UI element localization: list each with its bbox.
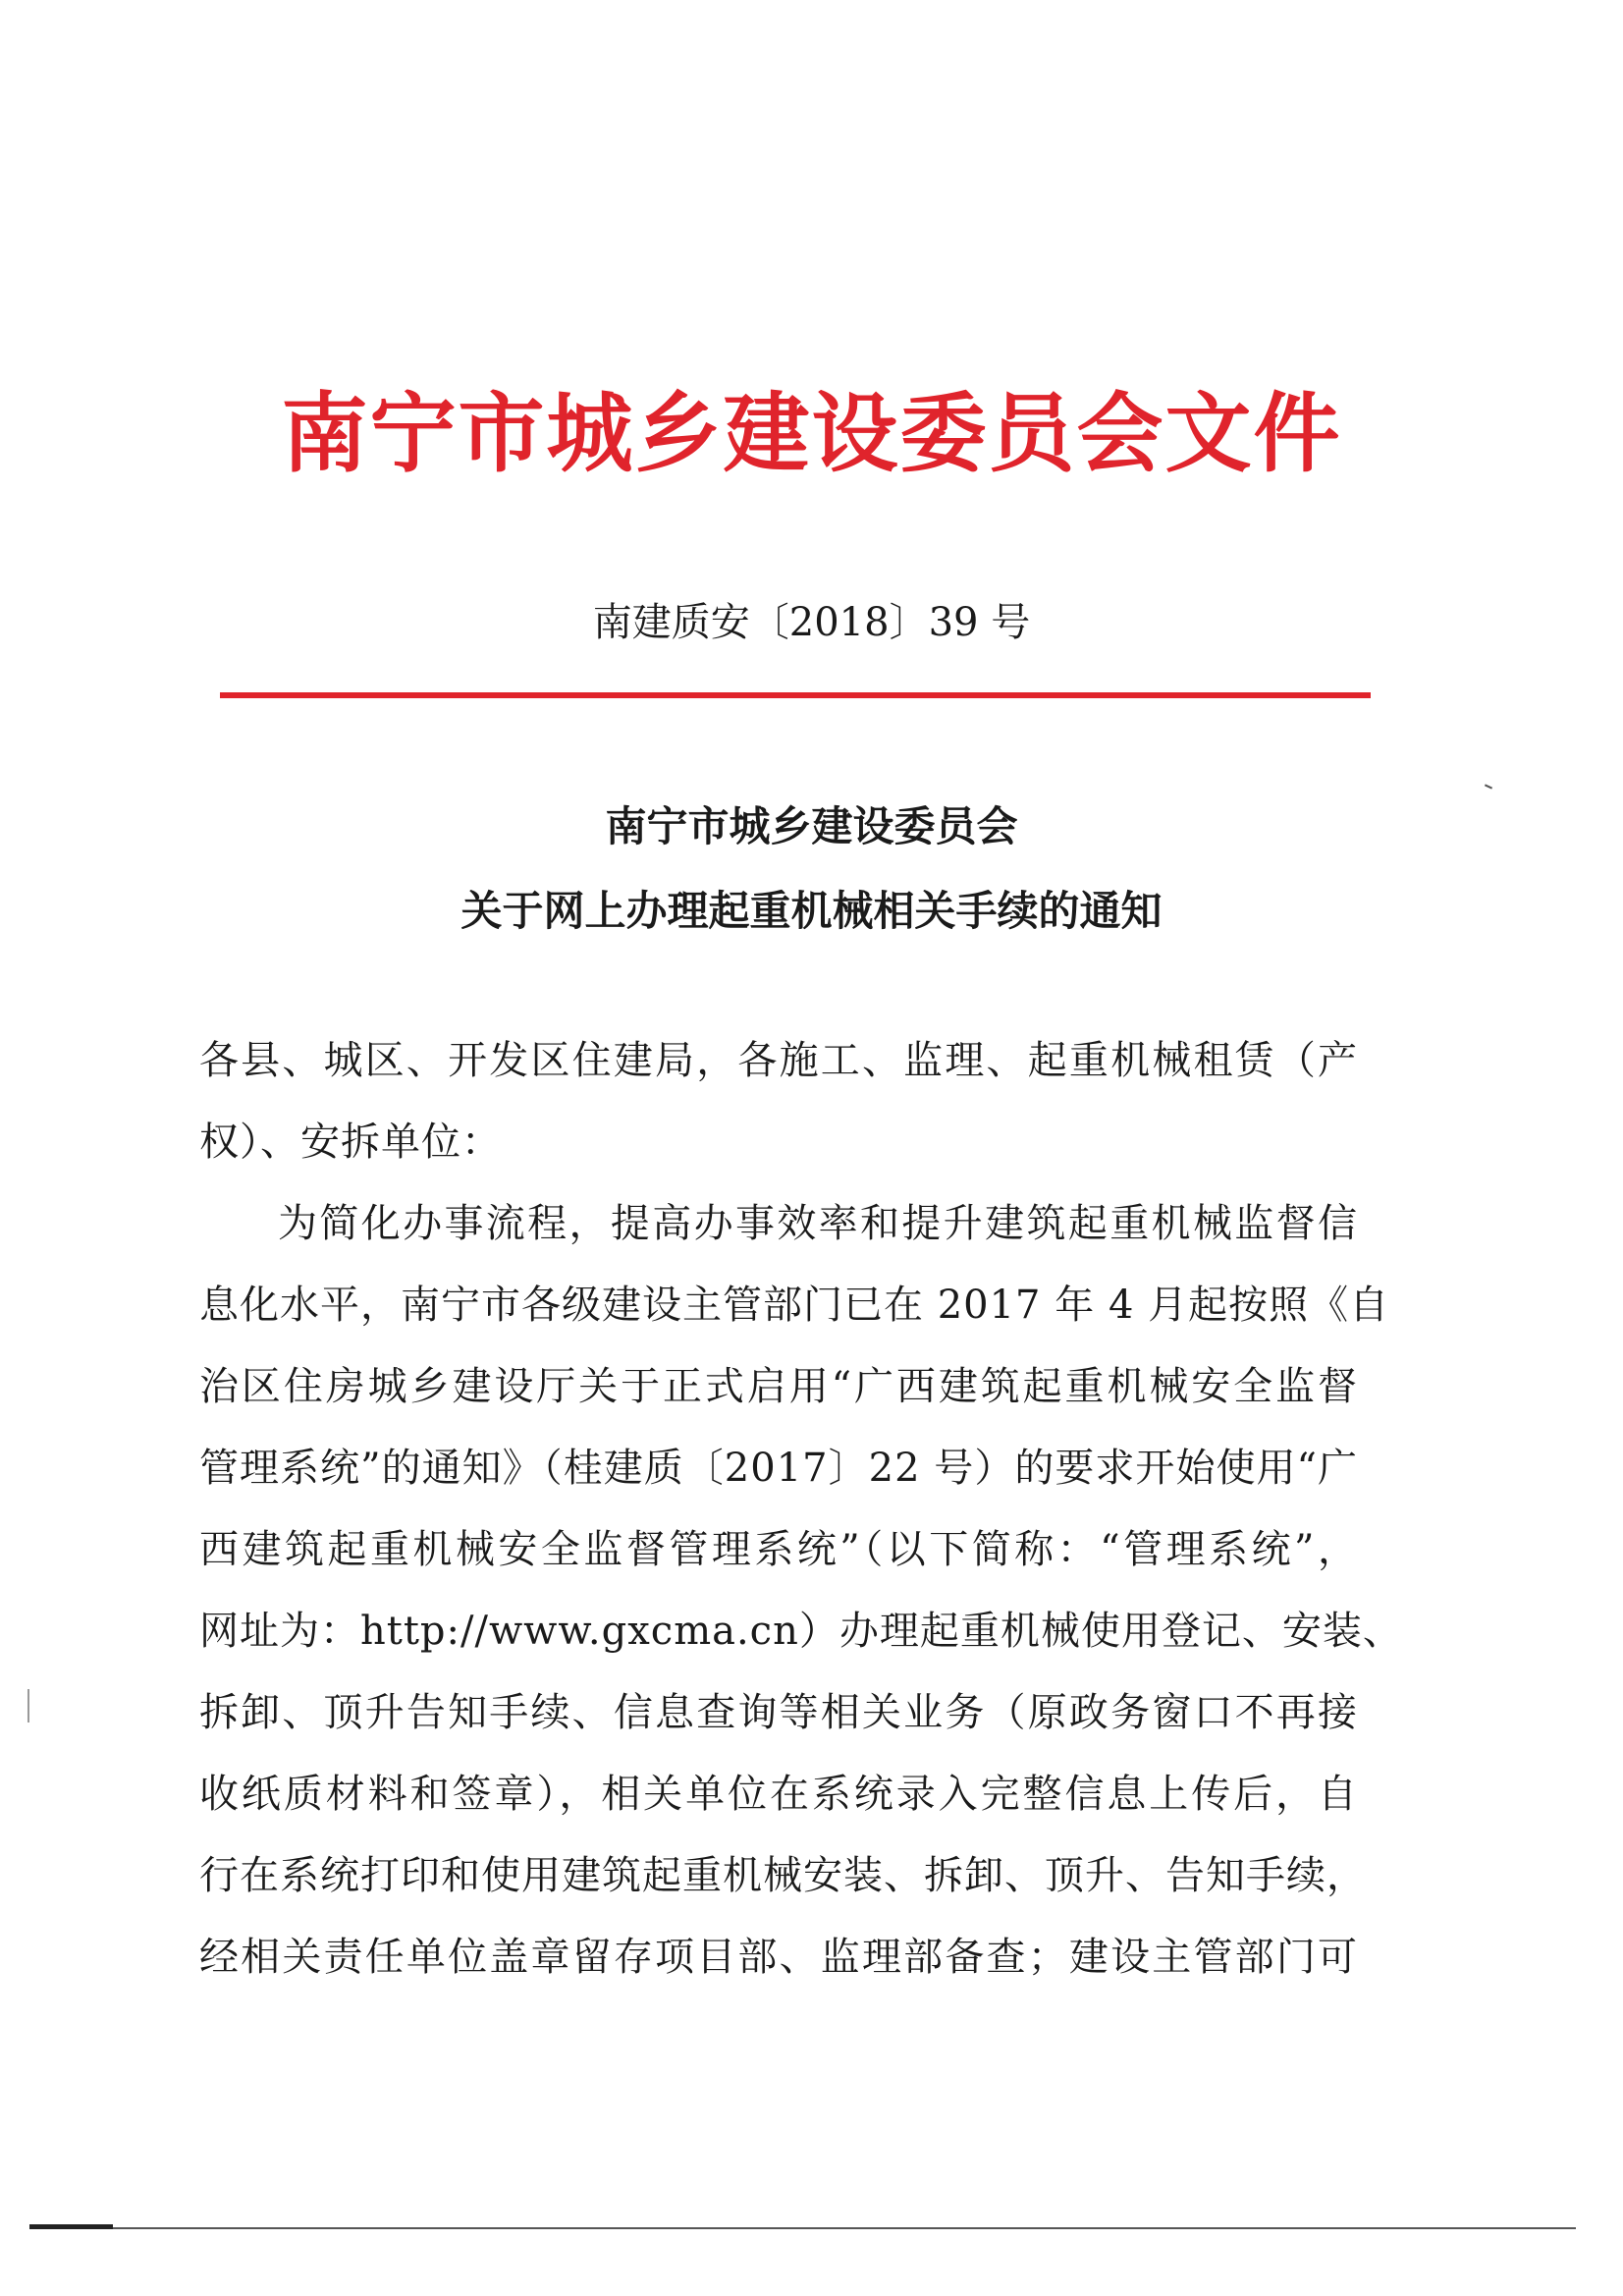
body-line-4: 息化水平，南宁市各级建设主管部门已在 2017 年 4 月起按照《自 — [199, 1283, 1390, 1328]
red-divider-line — [220, 692, 1371, 698]
notice-title-line-2: 关于网上办理起重机械相关手续的通知 — [460, 887, 1163, 935]
body-line-3: 为简化办事流程，提高办事效率和提升建筑起重机械监督信 — [278, 1201, 1358, 1246]
body-line-5: 治区住房城乡建设厅关于正式启用“广西建筑起重机械安全监督 — [199, 1364, 1358, 1409]
body-line-12: 经相关责任单位盖章留存项目部、监理部备查；建设主管部门可 — [199, 1935, 1358, 1980]
scan-artifact-mark — [1485, 784, 1492, 789]
body-line-2: 权）、安拆单位： — [199, 1120, 502, 1165]
body-line-1: 各县、城区、开发区住建局，各施工、监理、起重机械租赁（产 — [199, 1038, 1358, 1083]
body-line-7: 西建筑起重机械安全监督管理系统”（以下简称：“管理系统”， — [199, 1527, 1358, 1572]
body-line-8: 网址为：http://www.gxcma.cn）办理起重机械使用登记、安装、 — [199, 1609, 1403, 1654]
body-line-9: 拆卸、顶升告知手续、信息查询等相关业务（原政务窗口不再接 — [199, 1690, 1358, 1735]
body-line-11: 行在系统打印和使用建筑起重机械安装、拆卸、顶升、告知手续， — [199, 1853, 1367, 1898]
page-bottom-rule — [113, 2227, 1576, 2229]
notice-title-line-1: 南宁市城乡建设委员会 — [605, 802, 1018, 850]
document-masthead: 南宁市城乡建设委员会文件 — [281, 383, 1342, 484]
scan-edge-mark — [29, 2224, 113, 2229]
document-number: 南建质安〔2018〕39 号 — [592, 600, 1031, 645]
scan-artifact-tick — [27, 1689, 29, 1722]
body-line-6: 管理系统”的通知》（桂建质〔2017〕22 号）的要求开始使用“广 — [199, 1446, 1358, 1491]
body-line-10: 收纸质材料和签章），相关单位在系统录入完整信息上传后，自 — [199, 1772, 1358, 1817]
